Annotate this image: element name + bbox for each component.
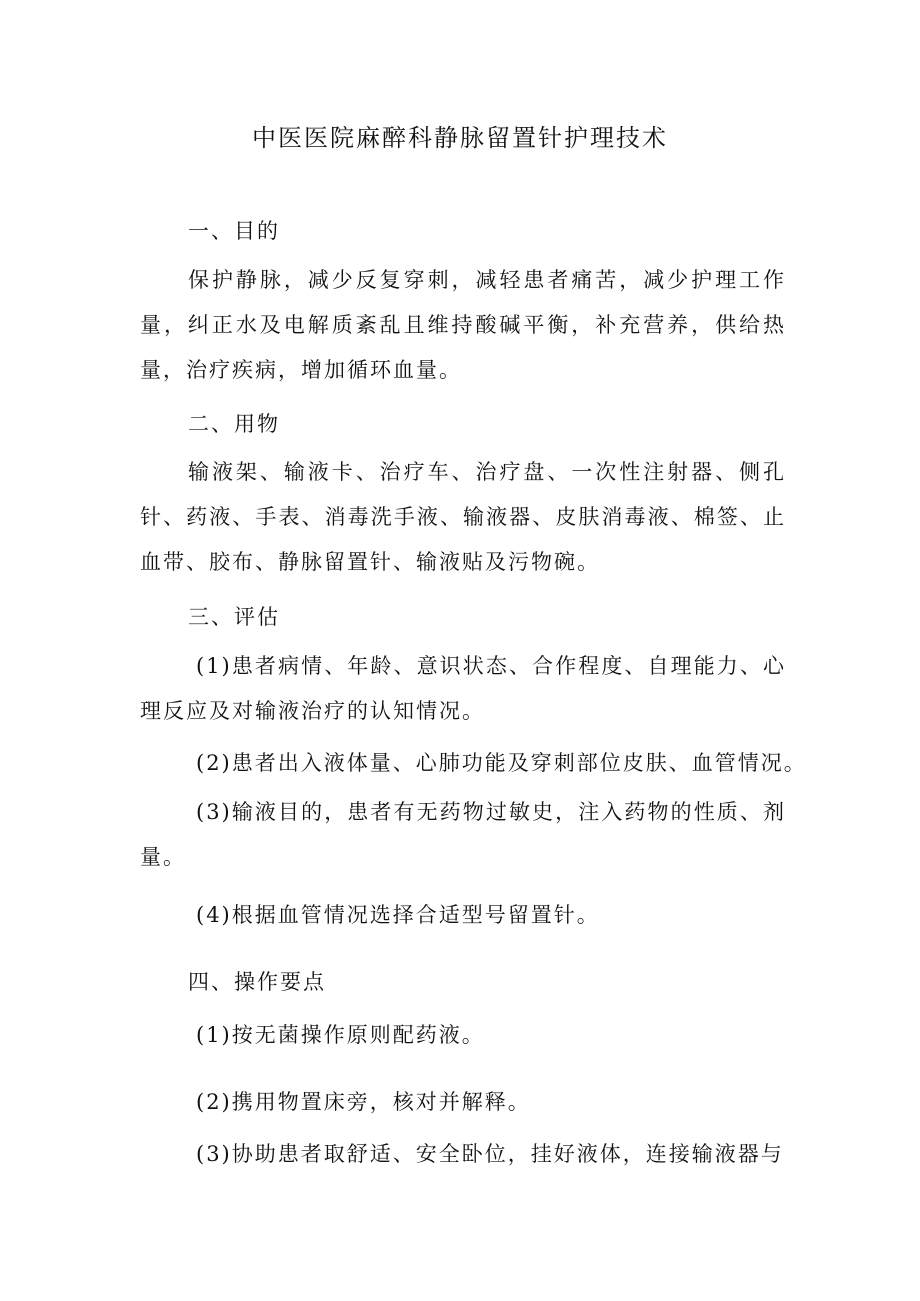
assessment-item-2: (2)患者出入液体量、心肺功能及穿刺部位皮肤、血管情况。 xyxy=(196,751,807,775)
procedure-item-1: (1)按无菌操作原则配药液。 xyxy=(196,1023,485,1047)
purpose-paragraph: 保护静脉，减少反复穿刺，减轻患者痛苦，减少护理工作量，纠正水及电解质紊乱且维持酸碱平衡，补充营养，供给热量，治疗疾病，增加循环血量。 xyxy=(140,268,786,382)
section-heading-assessment: 三、评估 xyxy=(188,605,280,629)
document-title: 中医医院麻醉科静脉留置针护理技术 xyxy=(252,124,668,152)
procedure-item-3: (3)协助患者取舒适、安全卧位，挂好液体，连接输液器与 xyxy=(196,1142,784,1166)
section-heading-procedure: 四、操作要点 xyxy=(188,970,326,994)
assessment-item-3: (3)输液目的，患者有无药物过敏史，注入药物的性质、剂量。 xyxy=(140,800,786,869)
assessment-item-4: (4)根据血管情况选择合适型号留置针。 xyxy=(196,903,600,927)
procedure-item-2: (2)携用物置床旁，核对并解释。 xyxy=(196,1090,531,1114)
section-heading-purpose: 一、目的 xyxy=(188,219,280,243)
assessment-item-1: (1)患者病情、年龄、意识状态、合作程度、自理能力、心理反应及对输液治疗的认知情况。 xyxy=(140,654,786,723)
section-heading-supplies: 二、用物 xyxy=(188,412,280,436)
supplies-paragraph: 输液架、输液卡、治疗车、治疗盘、一次性注射器、侧孔针、药液、手表、消毒洗手液、输液器、皮肤消毒液、棉签、止血带、胶布、静脉留置针、输液贴及污物碗。 xyxy=(140,460,786,574)
